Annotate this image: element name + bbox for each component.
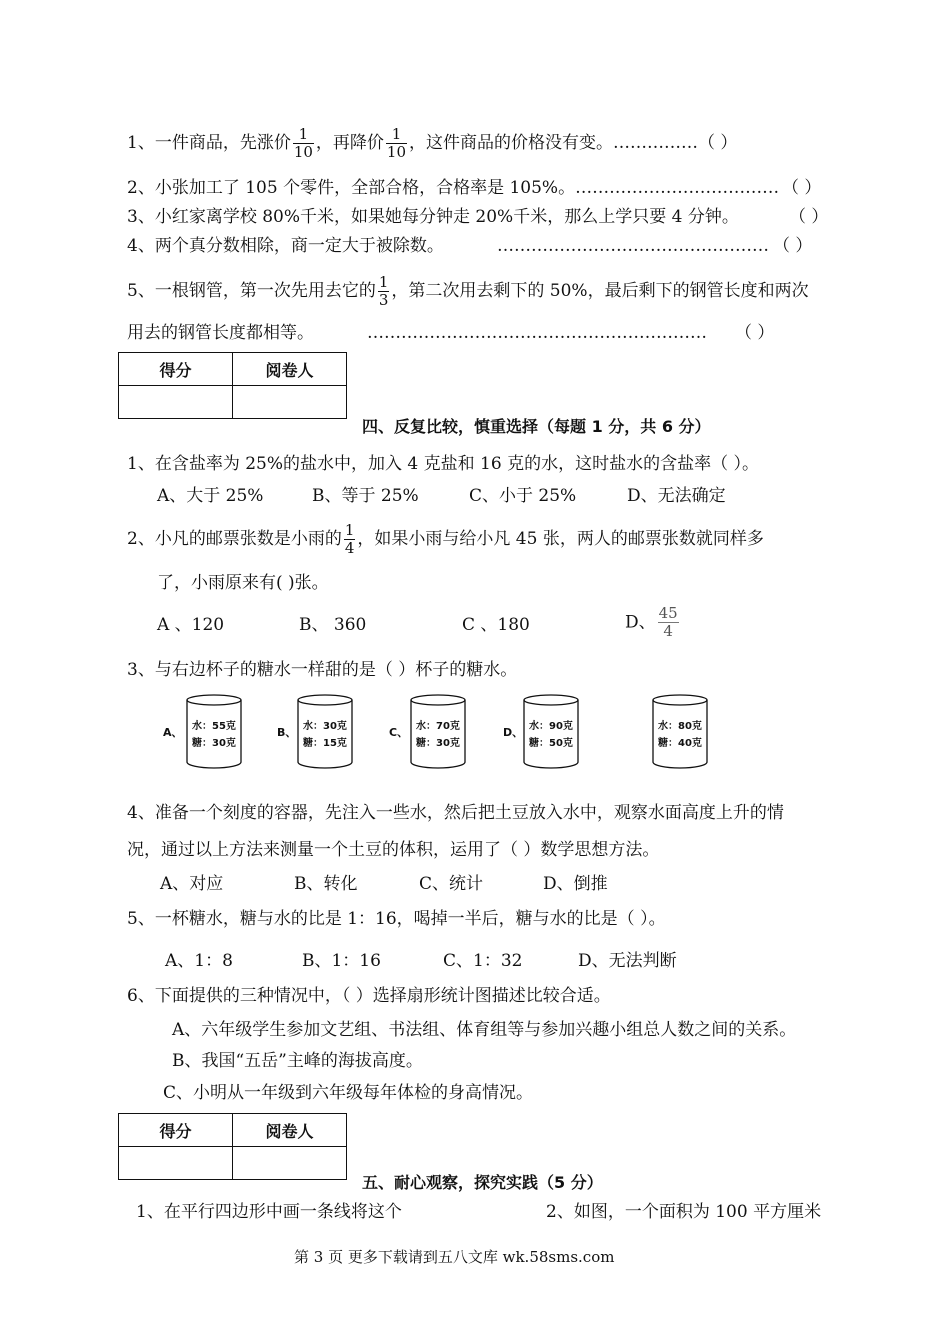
choice-q5-option-a[interactable]: A、1：8 [165,951,233,971]
choice-q4-line1: 4、准备一个刻度的容器，先注入一些水，然后把土豆放入水中，观察水面高度上升的情 [127,803,784,823]
fraction-numerator: 45 [658,604,678,622]
cup-option-label[interactable]: D、 [503,726,524,739]
choice-q3: 3、与右边杯子的糖水一样甜的是（ ）杯子的糖水。 [127,660,518,680]
judge-q5-text-c: 用去的钢管长度都相等。 [127,323,314,343]
choice-q6-option-b[interactable]: B、我国“五岳”主峰的海拔高度。 [172,1051,423,1071]
answer-blank[interactable]: （ ） [698,133,738,153]
score-header: 得分 [119,353,233,386]
grader-cell[interactable] [233,386,347,419]
fraction-denominator: 10 [386,143,407,161]
score-table [118,352,347,419]
choice-q6-option-c[interactable]: C、小明从一年级到六年级每年体检的身高情况。 [163,1083,534,1103]
leader-dots: …………………………………………………… [367,323,707,343]
score-header: 得分 [119,1114,233,1147]
choice-q2-line2: 了，小雨原来有( )张。 [157,573,329,593]
judge-q1-text-b: ，再降价 [315,133,384,153]
cup-option-label[interactable]: C、 [389,726,409,739]
cup-option-label[interactable]: B、 [277,726,297,739]
choice-q1-option-c[interactable]: C、小于 25% [469,486,577,506]
choice-q2-option-c[interactable]: C 、180 [462,615,530,635]
choice-q2-option-d[interactable] [625,605,681,640]
choice-q1-option-a[interactable]: A、大于 25% [157,486,264,506]
grader-cell[interactable] [233,1147,347,1180]
cup-contents [192,718,236,752]
cup-rim [653,695,707,705]
choice-q2-option-a[interactable]: A 、120 [157,615,225,635]
practice-q2: 2、如图，一个面积为 100 平方厘米 [546,1202,822,1222]
choice-q4-option-b[interactable]: B、转化 [294,874,358,894]
cup-contents [529,718,573,752]
fraction-1-10 [293,126,314,161]
grader-header: 阅卷人 [233,353,347,386]
judge-q1-text-c: ，这件商品的价格没有变。 [409,133,614,153]
page-footer: 第 3 页 更多下载请到五八文库 wk.58sms.com [294,1248,615,1266]
judge-q1 [127,126,737,161]
choice-q5: 5、一杯糖水，糖与水的比是 1：16，喝掉一半后，糖与水的比是（ ）。 [127,909,666,929]
judge-q2 [127,177,779,199]
answer-blank[interactable]: （ ） [735,323,775,343]
score-cell[interactable] [119,386,233,419]
cup-sugar: 糖：40克 [658,738,702,749]
judge-q2-text: 2、小张加工了 105 个零件，全部合格，合格率是 105%。 [127,178,576,198]
leader-dots: ………………………………………… [497,236,769,256]
grader-header: 阅卷人 [233,1114,347,1147]
cup-rim [524,695,578,705]
choice-q4-option-a[interactable]: A、对应 [160,874,224,894]
cup-water: 水：80克 [658,721,702,732]
leader-dots: ……………………………… [575,178,780,198]
judge-q3-text: 3、小红家离学校 80%千米，如果她每分钟走 20%千米，那么上学只要 4 分钟。 [127,207,739,227]
section4-title: 四、反复比较，慎重选择（每题 1 分，共 6 分） [362,417,711,436]
cup-contents [416,718,460,752]
option-label: D、 [625,612,656,633]
choice-q4-option-c[interactable]: C、统计 [419,874,484,894]
judge-q5 [127,274,809,309]
cup-sugar: 糖：50克 [529,738,573,749]
cup-rim [298,695,352,705]
choice-q4-option-d[interactable]: D、倒推 [543,874,608,894]
judge-q5-text-a: 5、一根钢管，第一次先用去它的 [127,281,376,301]
fraction-denominator: 4 [663,622,673,640]
cup-rim [411,695,465,705]
cup-sugar: 糖：30克 [192,738,236,749]
cup-sugar: 糖：15克 [303,738,347,749]
fraction-numerator: 1 [378,273,389,291]
fraction-denominator: 10 [293,143,313,161]
score-table [118,1113,347,1180]
choice-q5-option-d[interactable]: D、无法判断 [578,951,677,971]
fraction-numerator: 1 [386,126,407,144]
section5-title: 五、耐心观察，探究实践（5 分） [362,1173,603,1192]
score-cell[interactable] [119,1147,233,1180]
judge-q5-text-b: ，第二次用去剩下的 50%，最后剩下的钢管长度和两次 [391,281,809,301]
fraction-1-3 [378,274,390,309]
fraction-denominator: 4 [344,539,355,557]
choice-q1-option-d[interactable]: D、无法确定 [627,486,726,506]
fraction-numerator: 1 [344,521,355,539]
choice-q1: 1、在含盐率为 25%的盐水中，加入 4 克盐和 16 克的水，这时盐水的含盐率（ ）。 [127,454,759,474]
cup-contents [303,718,347,752]
judge-q5-line2 [127,322,314,344]
practice-q1: 1、在平行四边形中画一条线将这个 [136,1202,402,1222]
judge-q4 [127,235,444,257]
judge-q4-text: 4、两个真分数相除，商一定大于被除数。 [127,236,444,256]
cup-water: 水：70克 [416,721,460,732]
judge-q1-text-a: 1、一件商品，先涨价 [127,133,291,153]
fraction-1-4 [344,522,356,557]
choice-q1-option-b[interactable]: B、等于 25% [312,486,419,506]
choice-q2-option-b[interactable]: B、 360 [299,615,367,635]
choice-q2 [127,522,764,557]
cup-rim [187,695,241,705]
answer-blank[interactable]: （ ） [782,178,822,198]
cup-water: 水：90克 [529,721,573,732]
leader-dots: …………… [613,133,699,153]
choice-q5-option-b[interactable]: B、1：16 [302,951,381,971]
answer-blank[interactable]: （ ） [789,207,829,227]
cup-option-label[interactable]: A、 [163,726,183,739]
choice-q6-option-a[interactable]: A、六年级学生参加文艺组、书法组、体育组等与参加兴趣小组总人数之间的关系。 [172,1020,797,1040]
cup-sugar: 糖：30克 [416,738,460,749]
fraction-45-4 [658,605,679,640]
choice-q6: 6、下面提供的三种情况中，（ ）选择扇形统计图描述比较合适。 [127,986,611,1006]
fraction-numerator: 1 [293,126,314,144]
answer-blank[interactable]: （ ） [773,236,813,256]
choice-q5-option-c[interactable]: C、1：32 [443,951,523,971]
judge-q3 [127,206,739,228]
choice-q2-text-a: 2、小凡的邮票张数是小雨的 [127,529,342,549]
fraction-1-10 [386,126,407,161]
fraction-denominator: 3 [378,291,389,309]
choice-q2-text-b: ，如果小雨与给小凡 45 张，两人的邮票张数就同样多 [357,529,764,549]
cup-water: 水：30克 [303,721,347,732]
cup-water: 水：55克 [192,721,236,732]
choice-q4-line2: 况，通过以上方法来测量一个土豆的体积，运用了（ ）数学思想方法。 [127,840,660,860]
cup-contents [658,718,702,752]
